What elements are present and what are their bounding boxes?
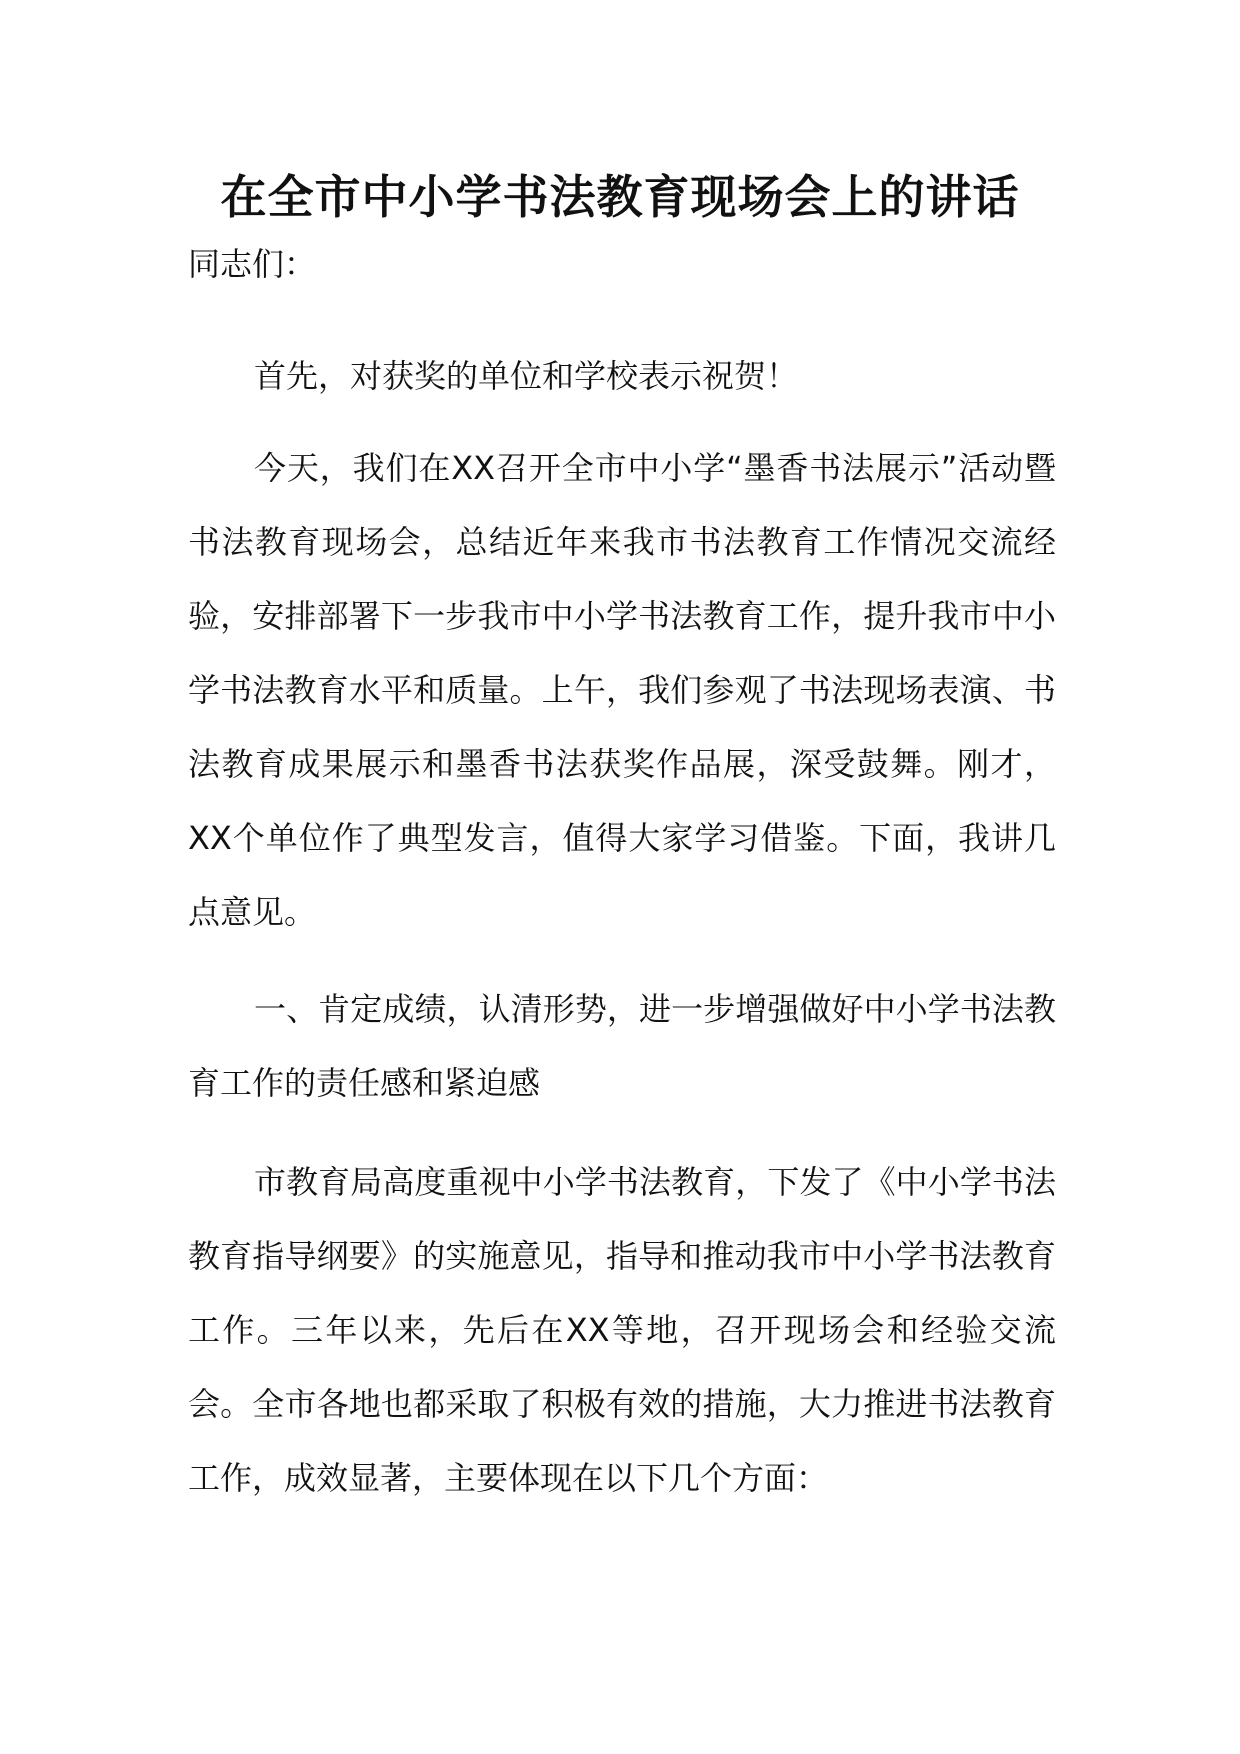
- paragraph-congratulations: 首先，对获奖的单位和学校表示祝贺！: [254, 357, 799, 395]
- paragraph-achievements: 市教育局高度重视中小学书法教育，下发了《中小学书法教育指导纲要》的实施意见，指导和推动我市中小学书法教育工作。三年以来，先后在XX等地，召开现场会和经验交流会。全市各地也都采取了积极有效的措施，大力推进书法教育工作，成效显著，主要体现在以下几个方面：: [188, 1163, 1056, 1497]
- document-title: 在全市中小学书法教育现场会上的讲话: [220, 170, 1020, 224]
- section-heading-one: 一、肯定成绩，认清形势，进一步增强做好中小学书法教育工作的责任感和紧迫感: [188, 990, 1056, 1102]
- salutation: 同志们：: [188, 245, 317, 283]
- paragraph-introduction: 今天，我们在XX召开全市中小学“墨香书法展示”活动暨书法教育现场会，总结近年来我市书法教育工作情况交流经验，安排部署下一步我市中小学书法教育工作，提升我市中小学书法教育水平和质量。上午，我们参观了书法现场表演、书法教育成果展示和墨香书法获奖作品展，深受鼓舞。刚才，XX个单位作了典型发言，值得大家学习借鉴。下面，我讲几点意见。: [188, 449, 1056, 931]
